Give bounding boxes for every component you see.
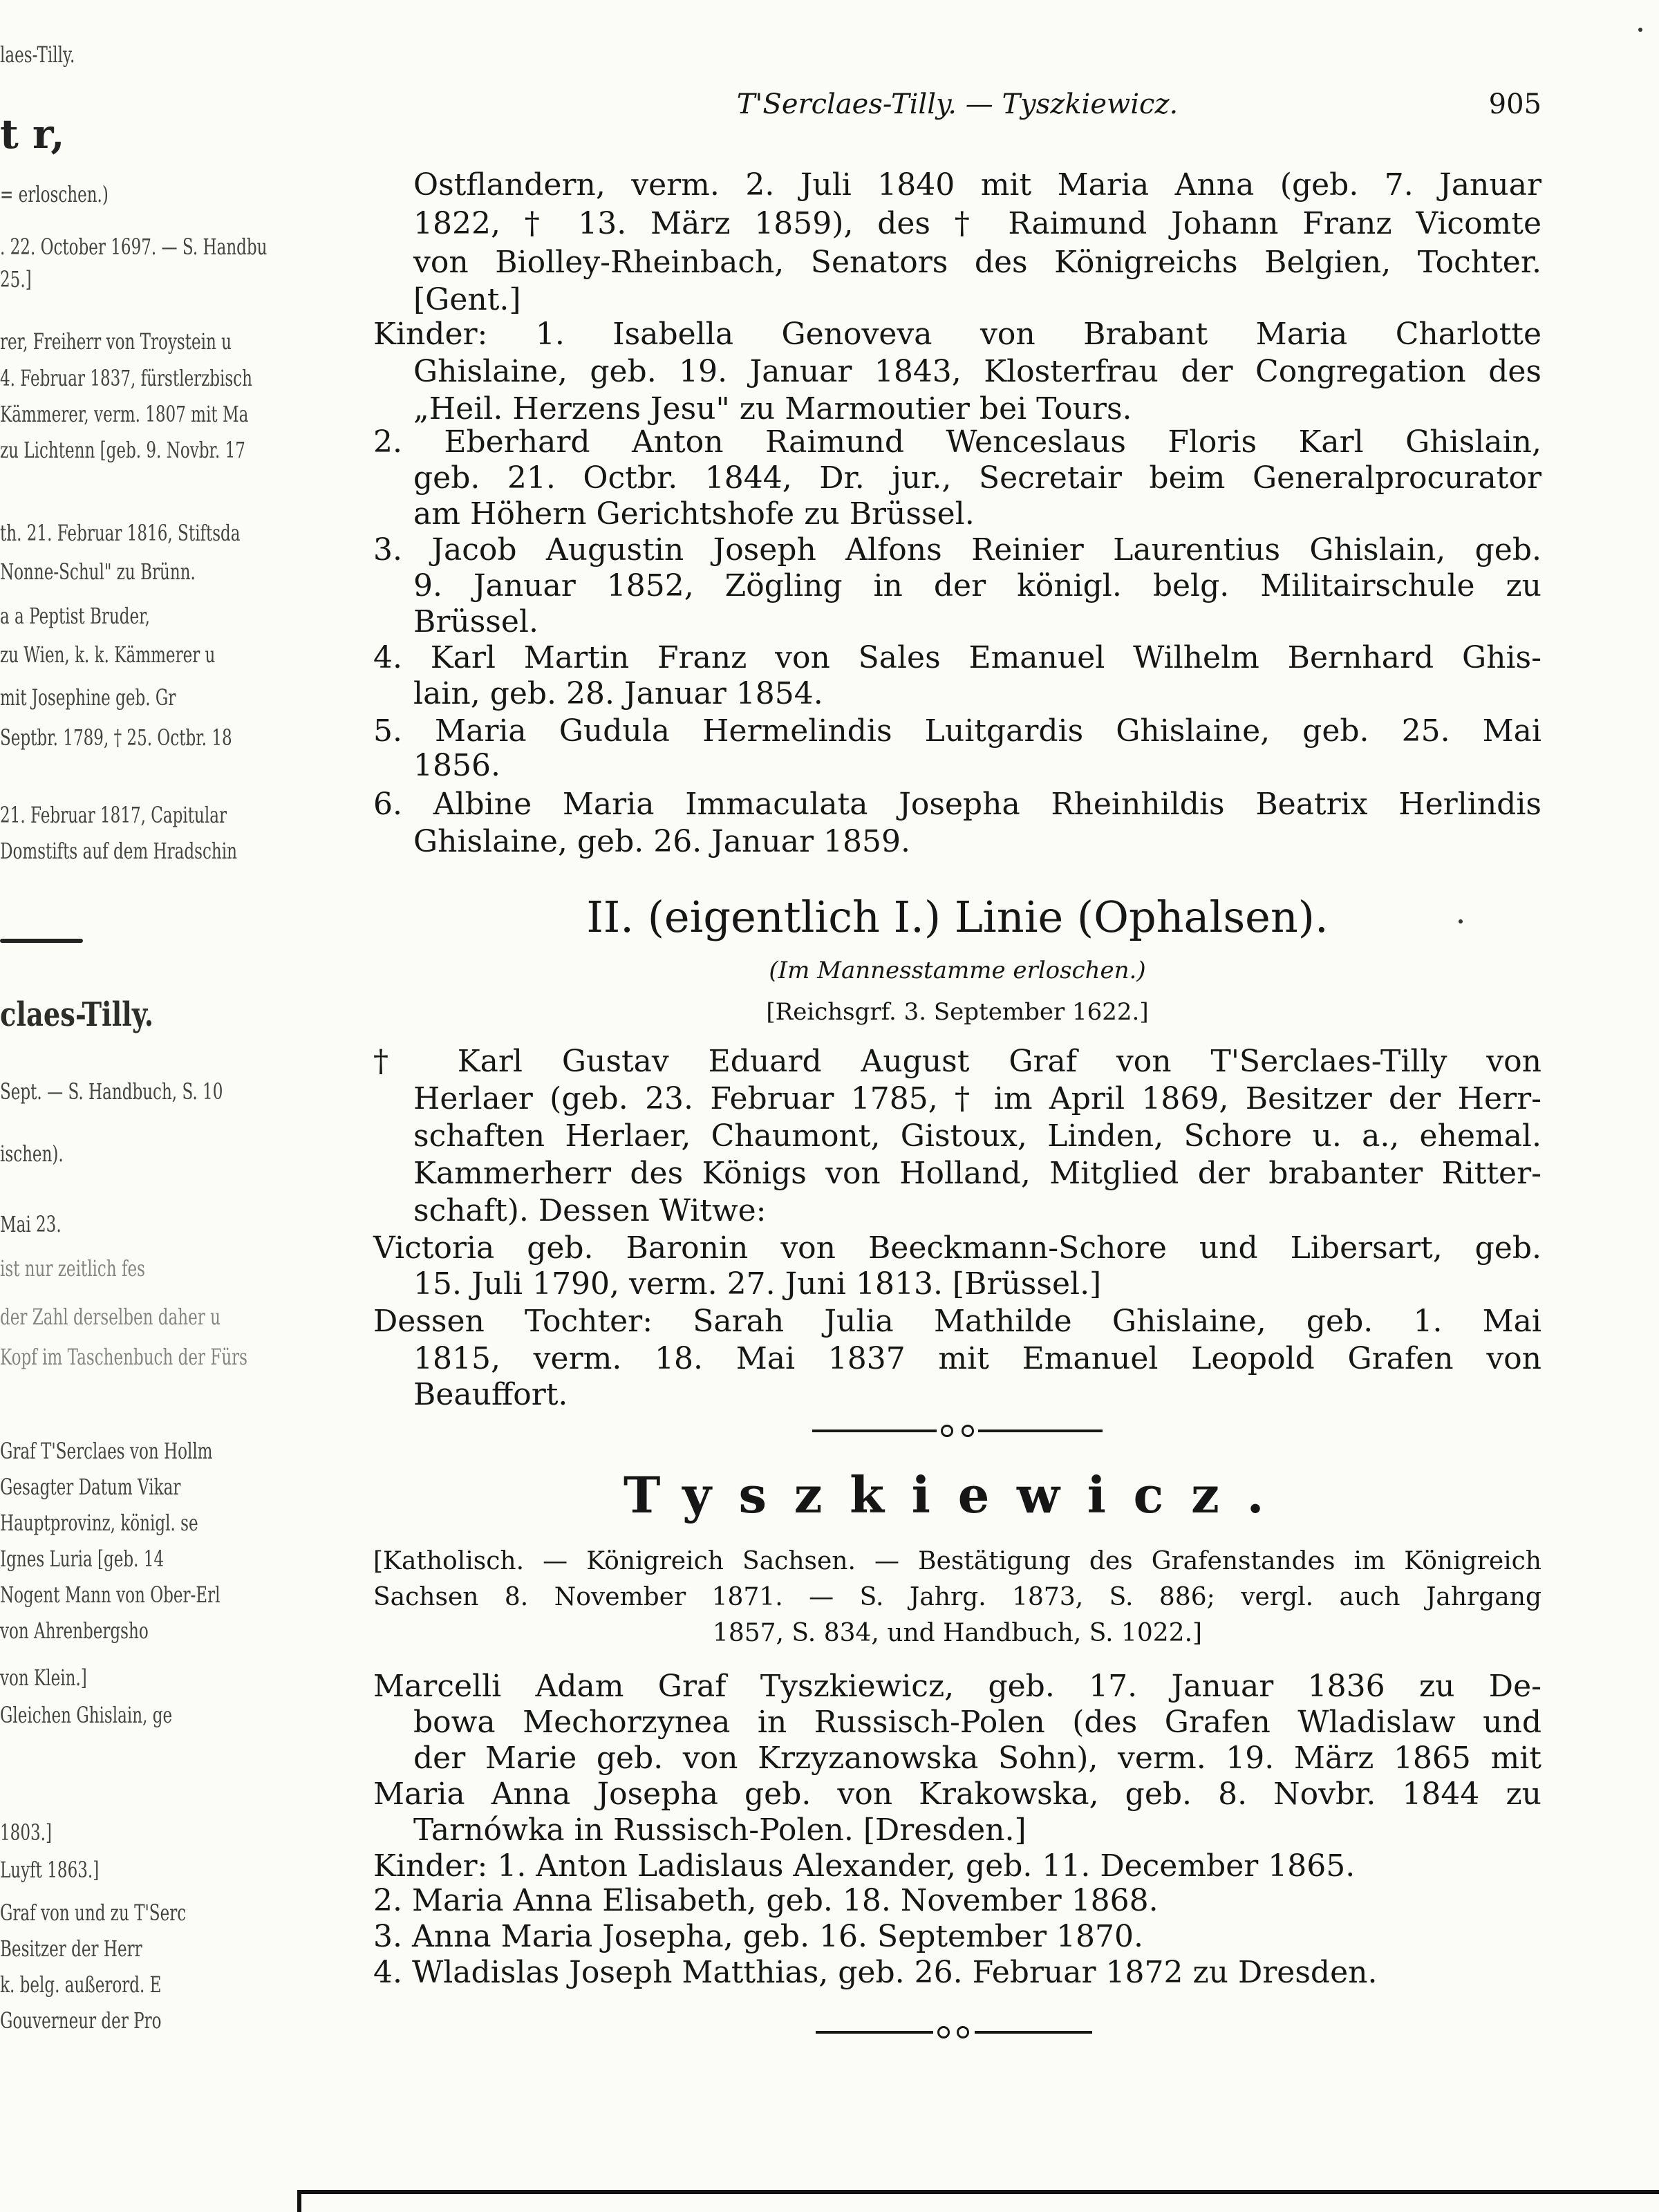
section-date: [Reichsgrf. 3. September 1622.]: [766, 998, 1149, 1026]
strip-fragment: von Ahrenbergsho: [0, 1618, 149, 1644]
text-line: 2. Eberhard Anton Raimund Wenceslaus Floris Karl Ghislain,: [373, 424, 1541, 460]
text-line: schaften Herlaer, Chaumont, Gistoux, Linden, Schore u. a., ehemal.: [413, 1118, 1541, 1154]
strip-fragment: von Klein.]: [0, 1665, 87, 1691]
text-line: der Marie geb. von Krzyzanowska Sohn), verm. 19. März 1865 mit: [413, 1741, 1541, 1776]
text-line: schaft). Dessen Witwe:: [413, 1193, 767, 1228]
strip-fragment: Nogent Mann von Ober-Erl: [0, 1582, 221, 1608]
strip-fragment: 4. Februar 1837, fürstlerzbisch: [0, 365, 252, 391]
family-heading: Tyszkiewicz.: [623, 1465, 1292, 1524]
previous-page-strip: [0, 0, 304, 2212]
text-line: 4. Wladislas Joseph Matthias, geb. 26. Februar 1872 zu Dresden.: [373, 1955, 1378, 1990]
section-subheading: (Im Mannesstamme erloschen.): [769, 957, 1146, 984]
strip-fragment: 21. Februar 1817, Capitular: [0, 802, 227, 828]
text-line: Victoria geb. Baronin von Beeckmann-Schore und Libersart, geb.: [373, 1230, 1541, 1266]
text-line: 1822, † 13. März 1859), des † Raimund Johann Franz Vicomte: [413, 206, 1541, 241]
strip-fragment: a a Peptist Bruder,: [0, 603, 150, 629]
family-note-line: 1857, S. 834, und Handbuch, S. 1022.]: [712, 1619, 1203, 1647]
scan-edge-rule: [297, 2190, 301, 2212]
running-head: [373, 88, 1541, 130]
text-line: Kinder: 1. Isabella Genoveva von Brabant Maria Charlotte: [373, 317, 1541, 352]
scan-speck: [1638, 28, 1642, 32]
strip-fragment: k. belg. außerord. E: [0, 1971, 162, 1998]
running-title: T'Serclaes-Tilly. — Tyszkiewicz.: [736, 88, 1179, 120]
strip-fragment: Graf von und zu T'Serc: [0, 1900, 187, 1926]
strip-fragment: 1803.]: [0, 1819, 52, 1846]
text-line: 5. Maria Gudula Hermelindis Luitgardis Ghislaine, geb. 25. Mai: [373, 713, 1541, 749]
text-line: bowa Mechorzynea in Russisch-Polen (des Grafen Wladislaw und: [413, 1705, 1541, 1740]
strip-fragment: Domstifts auf dem Hradschin: [0, 838, 237, 864]
section-divider-ornament: [812, 1424, 1103, 1438]
strip-fragment: claes-Tilly.: [0, 995, 154, 1034]
strip-fragment: Nonne-Schul" zu Brünn.: [0, 559, 196, 585]
strip-fragment: Besitzer der Herr: [0, 1936, 142, 1962]
text-line: Brüssel.: [413, 604, 538, 639]
strip-fragment: laes-Tilly.: [0, 41, 75, 68]
text-line: von Biolley-Rheinbach, Senators des Königreichs Belgien, Tochter.: [413, 245, 1541, 280]
text-line: lain, geb. 28. Januar 1854.: [413, 676, 823, 711]
strip-fragment: Gleichen Ghislain, ge: [0, 1702, 173, 1728]
strip-fragment: ischen).: [0, 1141, 64, 1167]
text-line: Ostflandern, verm. 2. Juli 1840 mit Maria Anna (geb. 7. Januar: [413, 167, 1541, 203]
strip-fragment: Kämmerer, verm. 1807 mit Ma: [0, 401, 249, 427]
text-line: 1856.: [413, 748, 500, 783]
strip-fragment: Ignes Luria [geb. 14: [0, 1546, 165, 1572]
text-line: Dessen Tochter: Sarah Julia Mathilde Ghislaine, geb. 1. Mai: [373, 1304, 1541, 1339]
text-line: Kinder: 1. Anton Ladislaus Alexander, geb. 11. December 1865.: [373, 1848, 1356, 1884]
text-line: Tarnówka in Russisch-Polen. [Dresden.]: [413, 1812, 1027, 1848]
text-line: 2. Maria Anna Elisabeth, geb. 18. November 1868.: [373, 1883, 1159, 1918]
text-line: Kammerherr des Königs von Holland, Mitglied der brabanter Ritter-: [413, 1156, 1541, 1191]
text-line: 9. Januar 1852, Zögling in der königl. belg. Militairschule zu: [413, 568, 1541, 603]
text-line: 4. Karl Martin Franz von Sales Emanuel Wilhelm Bernhard Ghis-: [373, 640, 1541, 675]
text-line: 3. Jacob Augustin Joseph Alfons Reinier Laurentius Ghislain, geb.: [373, 532, 1541, 568]
text-line: 3. Anna Maria Josepha, geb. 16. September 1870.: [373, 1919, 1143, 1954]
book-page: [373, 0, 1541, 2212]
strip-fragment: zu Wien, k. k. Kämmerer u: [0, 641, 216, 668]
strip-fragment: Hauptprovinz, königl. se: [0, 1510, 198, 1536]
text-line: 6. Albine Maria Immaculata Josepha Rheinhildis Beatrix Herlindis: [373, 787, 1541, 822]
text-line: Marcelli Adam Graf Tyszkiewicz, geb. 17. Januar 1836 zu De-: [373, 1669, 1541, 1704]
text-line: Maria Anna Josepha geb. von Krakowska, geb. 8. Novbr. 1844 zu: [373, 1777, 1541, 1812]
strip-ornament: [0, 939, 83, 943]
strip-fragment: ist nur zeitlich fes: [0, 1255, 145, 1282]
strip-fragment: rer, Freiherr von Troystein u: [0, 328, 232, 355]
text-line: [Gent.]: [413, 282, 521, 317]
text-line: geb. 21. Octbr. 1844, Dr. jur., Secretair beim Generalprocurator: [413, 460, 1541, 496]
strip-fragment: Gesagter Datum Vikar: [0, 1474, 181, 1500]
scan-speck: [1459, 919, 1463, 924]
strip-fragment: 25.]: [0, 266, 32, 292]
text-line: 15. Juli 1790, verm. 27. Juni 1813. [Brüssel.]: [413, 1266, 1102, 1302]
strip-fragment: Mai 23.: [0, 1211, 62, 1237]
strip-fragment: Gouverneur der Pro: [0, 2007, 162, 2034]
strip-fragment: Sept. — S. Handbuch, S. 10: [0, 1078, 223, 1105]
strip-fragment: der Zahl derselben daher u: [0, 1304, 221, 1330]
strip-fragment: Septbr. 1789, † 25. Octbr. 18: [0, 724, 232, 751]
strip-fragment: . 22. October 1697. — S. Handbu: [0, 234, 268, 260]
family-note-line: Sachsen 8. November 1871. — S. Jahrg. 1873, S. 886; vergl. auch Jahrgang: [373, 1583, 1541, 1611]
strip-fragment: Kopf im Taschenbuch der Fürs: [0, 1344, 247, 1370]
text-line: Herlaer (geb. 23. Februar 1785, † im April 1869, Besitzer der Herr-: [413, 1081, 1541, 1116]
scan-edge-rule: [297, 2190, 1659, 2194]
text-line: am Höhern Gerichtshofe zu Brüssel.: [413, 496, 975, 532]
end-ornament: [816, 2025, 1092, 2039]
strip-fragment: Graf T'Serclaes von Hollm: [0, 1438, 213, 1464]
strip-fragment: Luyft 1863.]: [0, 1857, 100, 1883]
text-line: Beauffort.: [413, 1377, 568, 1412]
text-line: „Heil. Herzens Jesu" zu Marmoutier bei Tours.: [413, 391, 1132, 427]
page-number: 905: [1488, 88, 1541, 120]
section-heading: II. (eigentlich I.) Linie (Ophalsen).: [586, 892, 1329, 942]
text-line: Ghislaine, geb. 19. Januar 1843, Klosterfrau der Congregation des: [413, 354, 1541, 389]
strip-fragment: mit Josephine geb. Gr: [0, 684, 176, 711]
family-note-line: [Katholisch. — Königreich Sachsen. — Bestätigung des Grafenstandes im Königreich: [373, 1547, 1541, 1575]
strip-fragment: th. 21. Februar 1816, Stiftsda: [0, 520, 241, 546]
strip-fragment: = erloschen.): [0, 181, 109, 207]
strip-fragment: t r,: [0, 111, 65, 158]
text-line: 1815, verm. 18. Mai 1837 mit Emanuel Leopold Grafen von: [413, 1341, 1541, 1376]
text-line: † Karl Gustav Eduard August Graf von T'Serclaes-Tilly von: [373, 1044, 1541, 1079]
text-line: Ghislaine, geb. 26. Januar 1859.: [413, 824, 910, 859]
strip-fragment: zu Lichtenn [geb. 9. Novbr. 17: [0, 437, 245, 463]
